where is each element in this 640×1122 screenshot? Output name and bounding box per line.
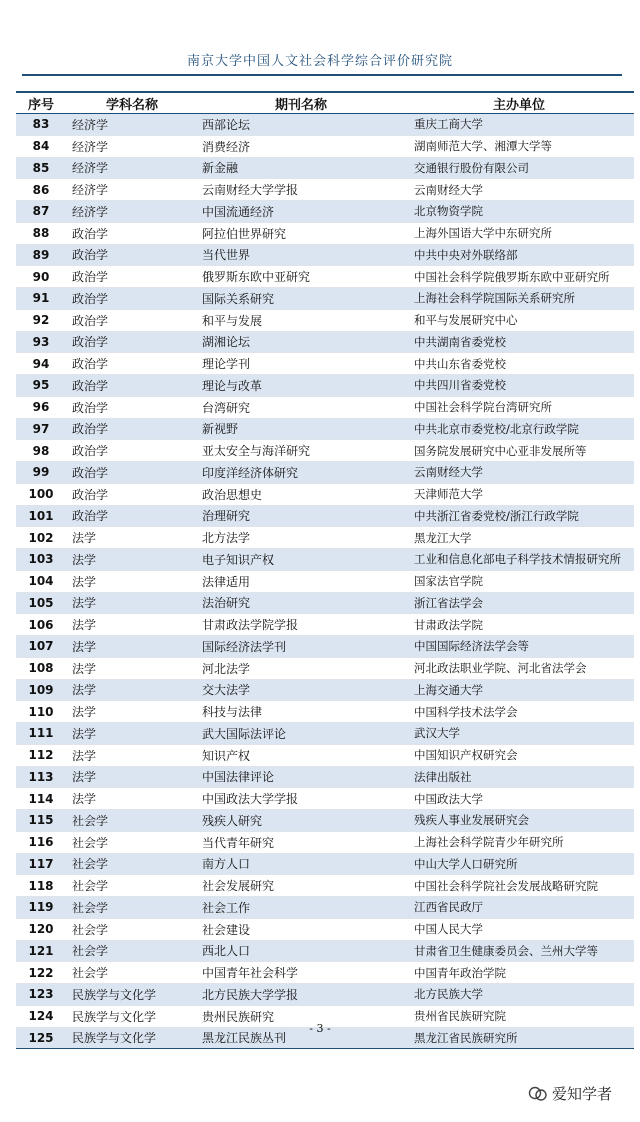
journal-name-cell: 贵州民族研究	[198, 1005, 404, 1027]
journal-name-cell: 河北法学	[198, 657, 404, 679]
journal-name-cell: 法律适用	[198, 570, 404, 592]
journal-name-cell: 西北人口	[198, 940, 404, 962]
row-index: 108	[16, 657, 66, 679]
journal-name-cell: 中国流通经济	[198, 201, 404, 223]
row-index: 118	[16, 875, 66, 897]
page-number: - 3 -	[309, 1022, 331, 1035]
organizer-cell: 中国政法大学	[404, 788, 634, 810]
organizer-cell: 武汉大学	[404, 723, 634, 745]
subject-cell: 政治学	[66, 353, 198, 375]
organizer-cell: 浙江省法学会	[404, 592, 634, 614]
table-row	[16, 353, 634, 375]
subject-cell: 政治学	[66, 505, 198, 527]
subject-cell: 民族学与文化学	[66, 1005, 198, 1027]
organizer-cell: 中共山东省委党校	[404, 353, 634, 375]
row-index: 110	[16, 701, 66, 723]
subject-cell: 政治学	[66, 244, 198, 266]
organizer-cell: 中共湖南省委党校	[404, 331, 634, 353]
row-index: 102	[16, 527, 66, 549]
journal-name-cell: 中国法律评论	[198, 766, 404, 788]
table-row	[16, 549, 634, 571]
row-index: 109	[16, 679, 66, 701]
subject-cell: 法学	[66, 744, 198, 766]
subject-cell: 法学	[66, 657, 198, 679]
row-index: 113	[16, 766, 66, 788]
subject-cell: 法学	[66, 549, 198, 571]
table-row	[16, 266, 634, 288]
subject-cell: 法学	[66, 766, 198, 788]
organizer-cell: 中国社会科学院社会发展战略研究院	[404, 875, 634, 897]
row-index: 106	[16, 614, 66, 636]
organizer-cell: 北方民族大学	[404, 984, 634, 1006]
journal-name-cell: 黑龙江民族丛刊	[198, 1027, 404, 1049]
row-index: 119	[16, 897, 66, 919]
row-index: 83	[16, 114, 66, 136]
subject-cell: 法学	[66, 701, 198, 723]
organizer-cell: 中国社会科学院台湾研究所	[404, 396, 634, 418]
journal-name-cell: 社会工作	[198, 897, 404, 919]
table-row	[16, 614, 634, 636]
organizer-cell: 国务院发展研究中心亚非发展所等	[404, 440, 634, 462]
row-index: 84	[16, 135, 66, 157]
subject-cell: 政治学	[66, 288, 198, 310]
row-index: 95	[16, 375, 66, 397]
journal-name-cell: 当代世界	[198, 244, 404, 266]
organizer-cell: 甘肃政法学院	[404, 614, 634, 636]
organizer-cell: 交通银行股份有限公司	[404, 157, 634, 179]
table-row	[16, 897, 634, 919]
subject-cell: 民族学与文化学	[66, 984, 198, 1006]
table-body	[16, 114, 634, 1049]
subject-cell: 经济学	[66, 201, 198, 223]
subject-cell: 社会学	[66, 897, 198, 919]
subject-cell: 政治学	[66, 331, 198, 353]
journal-name-cell: 交大法学	[198, 679, 404, 701]
table-row	[16, 309, 634, 331]
subject-cell: 政治学	[66, 483, 198, 505]
table-row	[16, 505, 634, 527]
row-index: 112	[16, 744, 66, 766]
journal-name-cell: 和平与发展	[198, 309, 404, 331]
table-row	[16, 418, 634, 440]
organizer-cell: 中国知识产权研究会	[404, 744, 634, 766]
row-index: 120	[16, 918, 66, 940]
row-index: 107	[16, 636, 66, 658]
journal-name-cell: 当代青年研究	[198, 831, 404, 853]
table-row	[16, 462, 634, 484]
row-index: 85	[16, 157, 66, 179]
organizer-cell: 中山大学人口研究所	[404, 853, 634, 875]
journal-name-cell: 法治研究	[198, 592, 404, 614]
table-row	[16, 570, 634, 592]
organizer-cell: 江西省民政厅	[404, 897, 634, 919]
table-row	[16, 875, 634, 897]
row-index: 116	[16, 831, 66, 853]
journal-name-cell: 政治思想史	[198, 483, 404, 505]
row-index: 86	[16, 179, 66, 201]
journal-name-cell: 科技与法律	[198, 701, 404, 723]
subject-cell: 政治学	[66, 396, 198, 418]
subject-cell: 法学	[66, 679, 198, 701]
subject-cell: 社会学	[66, 831, 198, 853]
journal-name-cell: 国际经济法学刊	[198, 636, 404, 658]
row-index: 122	[16, 962, 66, 984]
row-index: 98	[16, 440, 66, 462]
subject-cell: 政治学	[66, 418, 198, 440]
row-index: 92	[16, 309, 66, 331]
journal-name-cell: 武大国际法评论	[198, 723, 404, 745]
organizer-cell: 云南财经大学	[404, 179, 634, 201]
journal-table	[16, 91, 634, 1049]
journal-name-cell: 北方民族大学学报	[198, 984, 404, 1006]
row-index: 117	[16, 853, 66, 875]
organizer-cell: 贵州省民族研究院	[404, 1005, 634, 1027]
table-row	[16, 984, 634, 1006]
subject-cell: 社会学	[66, 918, 198, 940]
journal-name-cell: 知识产权	[198, 744, 404, 766]
organizer-cell: 上海外国语大学中东研究所	[404, 222, 634, 244]
table-row	[16, 135, 634, 157]
organizer-cell: 和平与发展研究中心	[404, 309, 634, 331]
subject-cell: 政治学	[66, 266, 198, 288]
subject-cell: 社会学	[66, 962, 198, 984]
organizer-cell: 中共中央对外联络部	[404, 244, 634, 266]
organizer-cell: 中国科学技术法学会	[404, 701, 634, 723]
table-row	[16, 483, 634, 505]
subject-cell: 法学	[66, 788, 198, 810]
table-row	[16, 723, 634, 745]
watermark	[528, 1083, 612, 1104]
row-index: 114	[16, 788, 66, 810]
row-index: 96	[16, 396, 66, 418]
organizer-cell: 上海交通大学	[404, 679, 634, 701]
organizer-cell: 残疾人事业发展研究会	[404, 810, 634, 832]
table-row	[16, 701, 634, 723]
organizer-cell: 中共四川省委党校	[404, 375, 634, 397]
subject-cell: 政治学	[66, 375, 198, 397]
organizer-cell: 中国国际经济法学会等	[404, 636, 634, 658]
table-row	[16, 831, 634, 853]
journal-name-cell: 国际关系研究	[198, 288, 404, 310]
row-index: 97	[16, 418, 66, 440]
organizer-cell: 上海社会科学院青少年研究所	[404, 831, 634, 853]
journal-name-cell: 消费经济	[198, 135, 404, 157]
subject-cell: 社会学	[66, 940, 198, 962]
organizer-cell: 法律出版社	[404, 766, 634, 788]
journal-name-cell: 治理研究	[198, 505, 404, 527]
row-index: 100	[16, 483, 66, 505]
journal-name-cell: 阿拉伯世界研究	[198, 222, 404, 244]
subject-cell: 社会学	[66, 810, 198, 832]
row-index: 124	[16, 1005, 66, 1027]
row-index: 93	[16, 331, 66, 353]
journal-name-cell: 印度洋经济体研究	[198, 462, 404, 484]
journal-name-cell: 新金融	[198, 157, 404, 179]
table-row	[16, 679, 634, 701]
subject-cell: 民族学与文化学	[66, 1027, 198, 1049]
organizer-cell: 中国人民大学	[404, 918, 634, 940]
organizer-cell: 河北政法职业学院、河北省法学会	[404, 657, 634, 679]
journal-name-cell: 中国政法大学学报	[198, 788, 404, 810]
organizer-cell: 工业和信息化部电子科学技术情报研究所	[404, 549, 634, 571]
subject-cell: 政治学	[66, 222, 198, 244]
organizer-cell: 湖南师范大学、湘潭大学等	[404, 135, 634, 157]
page-header-title: 南京大学中国人文社会科学综合评价研究院	[186, 54, 453, 69]
journal-name-cell: 湖湘论坛	[198, 331, 404, 353]
row-index: 94	[16, 353, 66, 375]
table-row	[16, 657, 634, 679]
subject-cell: 经济学	[66, 114, 198, 136]
subject-cell: 经济学	[66, 135, 198, 157]
table-row	[16, 331, 634, 353]
table-row	[16, 962, 634, 984]
journal-name-cell: 残疾人研究	[198, 810, 404, 832]
journal-name-cell: 甘肃政法学院学报	[198, 614, 404, 636]
journal-name-cell: 俄罗斯东欧中亚研究	[198, 266, 404, 288]
organizer-cell: 上海社会科学院国际关系研究所	[404, 288, 634, 310]
row-index: 105	[16, 592, 66, 614]
journal-name-cell: 云南财经大学学报	[198, 179, 404, 201]
table-row	[16, 396, 634, 418]
journal-name-cell: 西部论坛	[198, 114, 404, 136]
column-header-index: 序号	[16, 92, 66, 114]
row-index: 111	[16, 723, 66, 745]
table-row	[16, 179, 634, 201]
journal-name-cell: 社会建设	[198, 918, 404, 940]
organizer-cell: 中国社会科学院俄罗斯东欧中亚研究所	[404, 266, 634, 288]
subject-cell: 法学	[66, 527, 198, 549]
subject-cell: 经济学	[66, 157, 198, 179]
table-row	[16, 766, 634, 788]
table-row	[16, 940, 634, 962]
column-header-organizer: 主办单位	[404, 92, 634, 114]
row-index: 104	[16, 570, 66, 592]
subject-cell: 政治学	[66, 462, 198, 484]
subject-cell: 社会学	[66, 853, 198, 875]
wechat-official-account-icon	[528, 1086, 548, 1102]
journal-name-cell: 理论与改革	[198, 375, 404, 397]
subject-cell: 法学	[66, 592, 198, 614]
table-row	[16, 918, 634, 940]
organizer-cell: 云南财经大学	[404, 462, 634, 484]
row-index: 121	[16, 940, 66, 962]
organizer-cell: 中国青年政治学院	[404, 962, 634, 984]
table-row	[16, 853, 634, 875]
row-index: 101	[16, 505, 66, 527]
organizer-cell: 中共北京市委党校/北京行政学院	[404, 418, 634, 440]
table-row	[16, 440, 634, 462]
row-index: 88	[16, 222, 66, 244]
table-row	[16, 375, 634, 397]
row-index: 91	[16, 288, 66, 310]
journal-name-cell: 理论学刊	[198, 353, 404, 375]
table-row	[16, 201, 634, 223]
row-index: 125	[16, 1027, 66, 1049]
row-index: 115	[16, 810, 66, 832]
organizer-cell: 天津师范大学	[404, 483, 634, 505]
organizer-cell: 重庆工商大学	[404, 114, 634, 136]
organizer-cell: 国家法官学院	[404, 570, 634, 592]
row-index: 89	[16, 244, 66, 266]
subject-cell: 经济学	[66, 179, 198, 201]
table-row	[16, 810, 634, 832]
table-header-row	[16, 92, 634, 114]
organizer-cell: 甘肃省卫生健康委员会、兰州大学等	[404, 940, 634, 962]
subject-cell: 法学	[66, 570, 198, 592]
table-row	[16, 222, 634, 244]
subject-cell: 法学	[66, 614, 198, 636]
table-row	[16, 527, 634, 549]
journal-name-cell: 北方法学	[198, 527, 404, 549]
journal-name-cell: 社会发展研究	[198, 875, 404, 897]
journal-name-cell: 南方人口	[198, 853, 404, 875]
organizer-cell: 中共浙江省委党校/浙江行政学院	[404, 505, 634, 527]
subject-cell: 政治学	[66, 309, 198, 331]
row-index: 90	[16, 266, 66, 288]
table-row	[16, 157, 634, 179]
journal-name-cell: 亚太安全与海洋研究	[198, 440, 404, 462]
subject-cell: 法学	[66, 636, 198, 658]
row-index: 87	[16, 201, 66, 223]
subject-cell: 政治学	[66, 440, 198, 462]
row-index: 103	[16, 549, 66, 571]
journal-name-cell: 中国青年社会科学	[198, 962, 404, 984]
table-row	[16, 114, 634, 136]
subject-cell: 社会学	[66, 875, 198, 897]
row-index: 99	[16, 462, 66, 484]
header-divider	[22, 74, 622, 76]
journal-name-cell: 电子知识产权	[198, 549, 404, 571]
column-header-journal: 期刊名称	[198, 92, 404, 114]
watermark-text: 爱知学者	[552, 1085, 613, 1103]
table-row	[16, 788, 634, 810]
table-row	[16, 244, 634, 266]
column-header-subject: 学科名称	[66, 92, 198, 114]
subject-cell: 法学	[66, 723, 198, 745]
organizer-cell: 黑龙江大学	[404, 527, 634, 549]
journal-name-cell: 新视野	[198, 418, 404, 440]
organizer-cell: 北京物资学院	[404, 201, 634, 223]
row-index: 123	[16, 984, 66, 1006]
journal-name-cell: 台湾研究	[198, 396, 404, 418]
table-row	[16, 592, 634, 614]
organizer-cell: 黑龙江省民族研究所	[404, 1027, 634, 1049]
table-row	[16, 744, 634, 766]
table-row	[16, 288, 634, 310]
table-row	[16, 636, 634, 658]
